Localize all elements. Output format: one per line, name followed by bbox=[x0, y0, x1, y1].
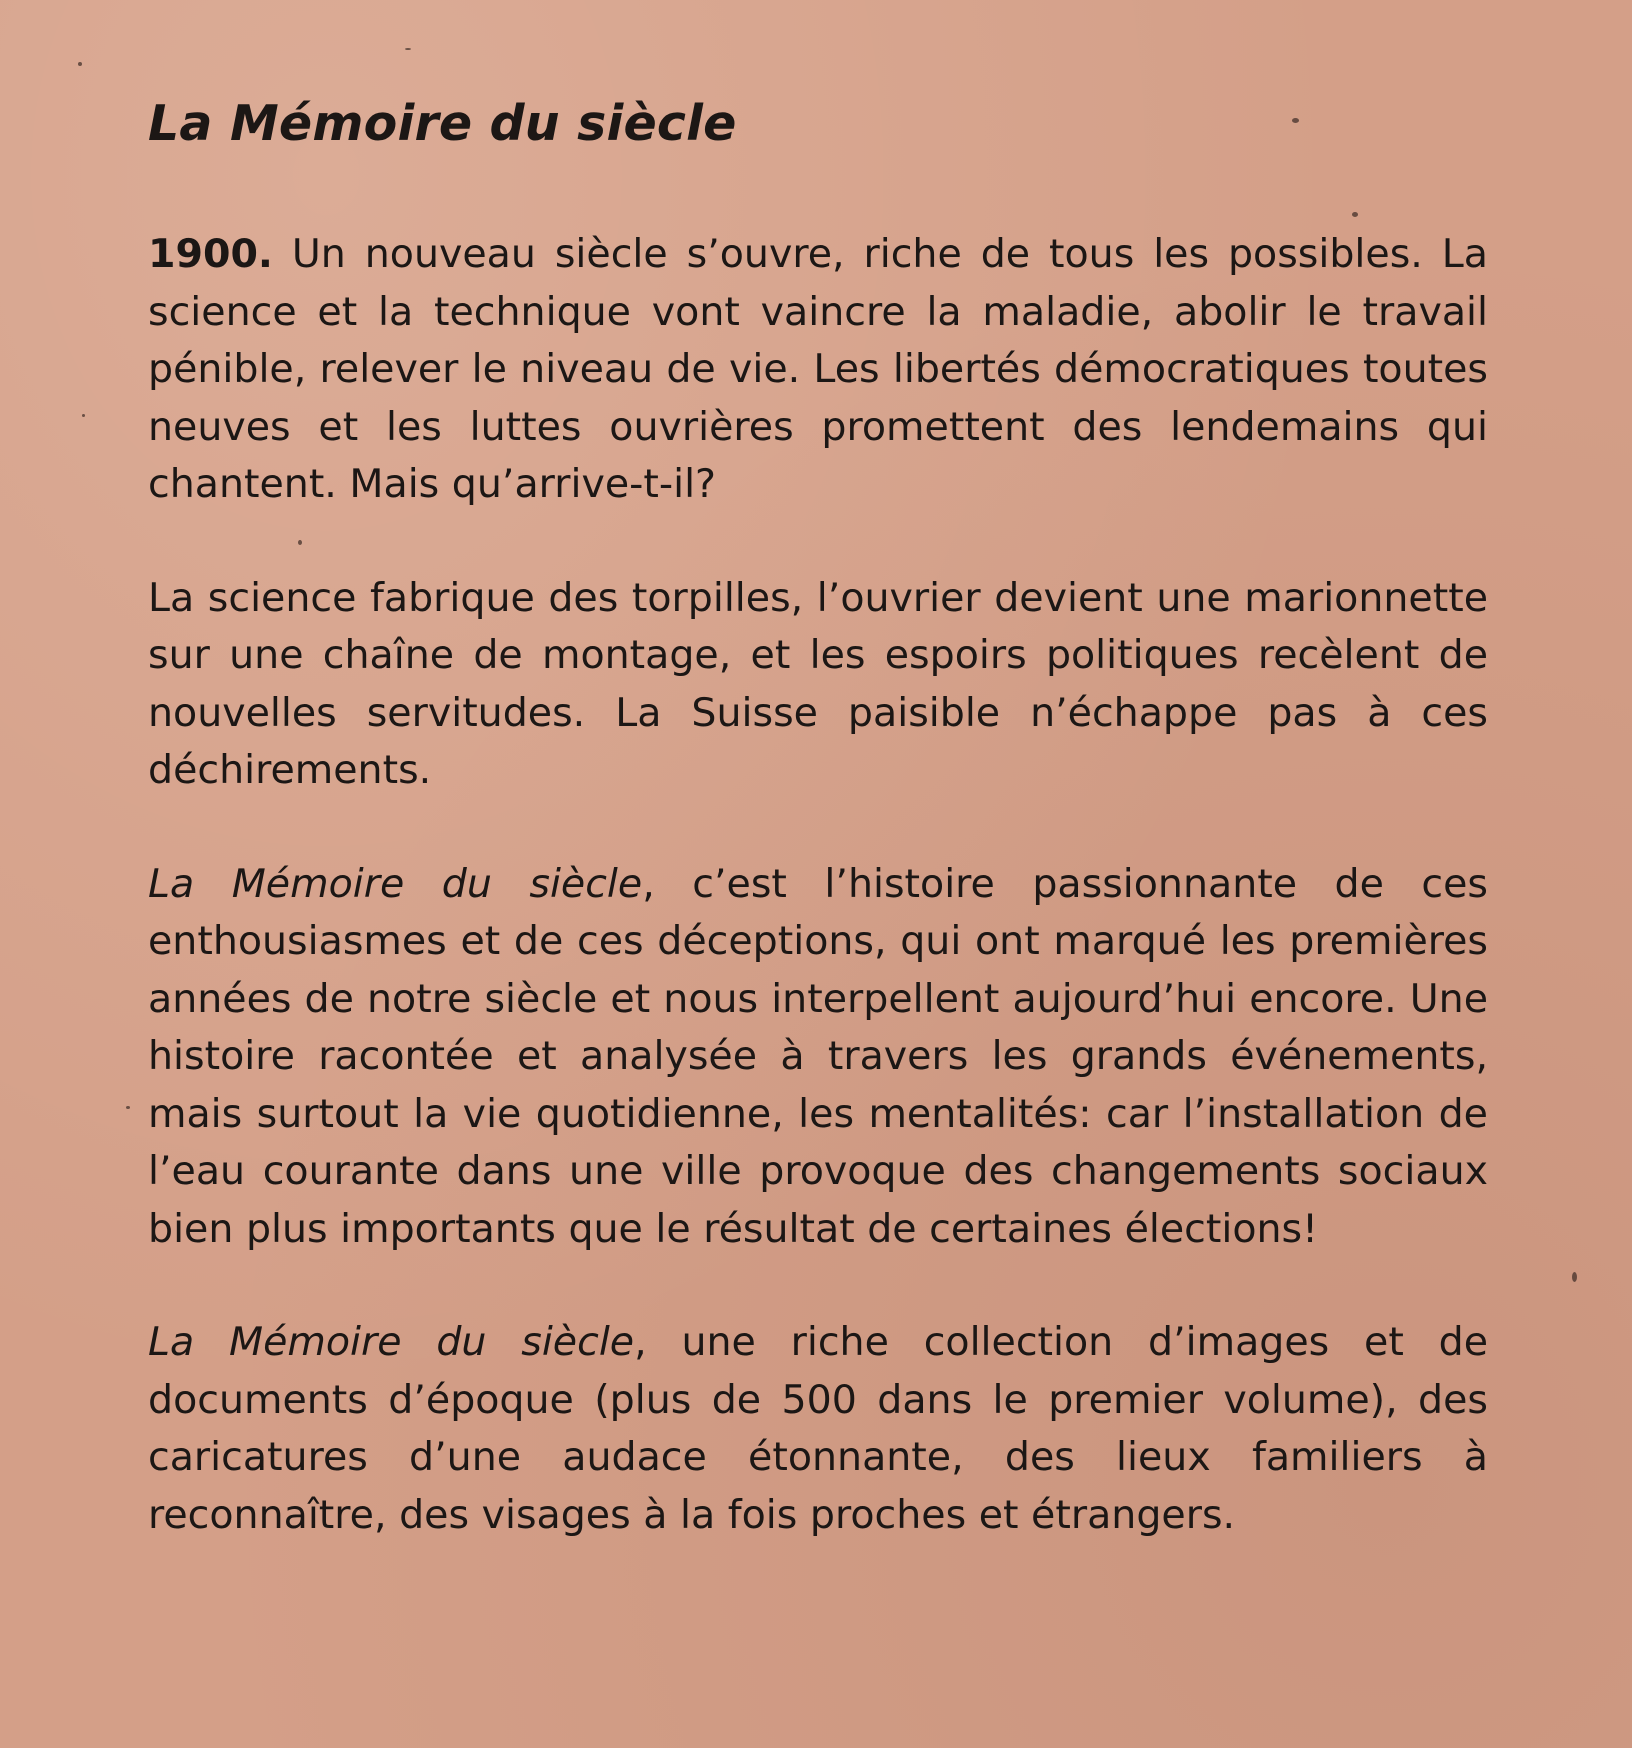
paragraph-text: , une riche collection d’images et de documents d’époque (plus de 500 dans le premier volume), des caricatures d’une audace étonnante, des lieux familiers à reconnaître, des visages à la fois proches et étrangers. bbox=[148, 1319, 1488, 1538]
print-speck bbox=[1572, 1272, 1577, 1282]
paragraph-text: La science fabrique des torpilles, l’ouvrier devient une marionnette sur une chaîne de montage, et les espoirs politiques recèlent de nouvelles servitudes. La Suisse paisible n’échappe pas à ces déchirements. bbox=[148, 574, 1488, 793]
paragraph-text: Un nouveau siècle s’ouvre, riche de tous les possibles. La science et la technique vont vaincre la maladie, abolir le travail pénible, relever le niveau de vie. Les libertés démocratiques toutes neuves et les luttes ouvrières promettent des lendemains qui chantent. Mais qu’arrive-t-il? bbox=[148, 231, 1488, 507]
year-lead: 1900. bbox=[148, 231, 273, 277]
paragraph-text: , c’est l’histoire passionnante de ces enthousiasmes et de ces déceptions, qui ont marqué les premières années de notre siècle et nous interpellent aujourd’hui encore. Une histoire racontée et analysée à travers les grands événements, mais surtout la vie quotidienne, les mentalités: car l’installation de l’eau courante dans une ville provoque des changements sociaux bien plus importants que le résultat de certaines élections! bbox=[148, 860, 1488, 1252]
print-speck bbox=[82, 414, 85, 417]
paragraph-1900 bbox=[148, 226, 1488, 514]
print-speck bbox=[78, 62, 82, 66]
print-speck bbox=[126, 1106, 130, 1109]
paragraph-collection bbox=[148, 1314, 1488, 1544]
paragraph-histoire bbox=[148, 856, 1488, 1259]
cover-text-block bbox=[148, 92, 1488, 1600]
print-speck bbox=[405, 48, 411, 50]
title-reference: La Mémoire du siècle bbox=[148, 860, 643, 907]
paragraph-science bbox=[148, 570, 1488, 800]
title-reference: La Mémoire du siècle bbox=[148, 1319, 635, 1365]
book-title: La Mémoire du siècle bbox=[148, 95, 737, 152]
